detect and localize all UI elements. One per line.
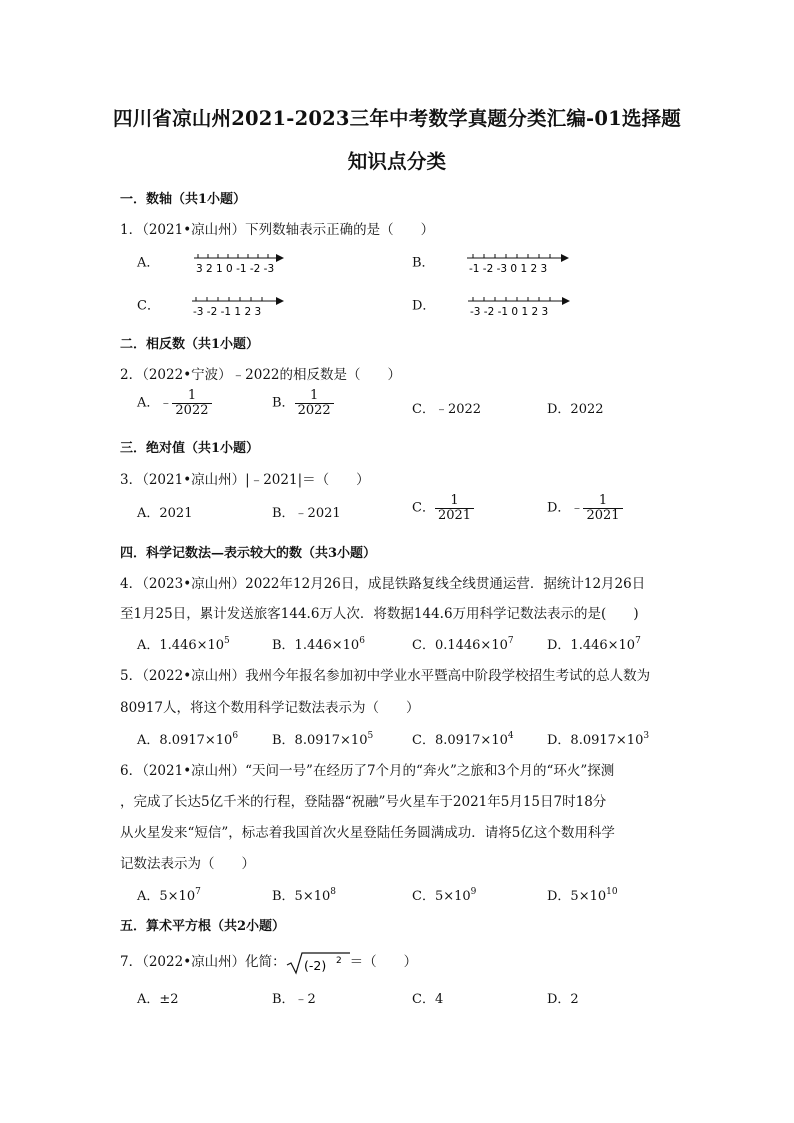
fraction: $\frac{1}{2021}$ (435, 494, 474, 522)
q6-option-a[interactable]: A．$5\times 10^7$ (137, 887, 201, 904)
section-heading-number-line: 一．数轴（共1小题） (120, 192, 247, 207)
fraction: $\frac{1}{2022}$ (172, 389, 211, 417)
q4-option-a[interactable]: A．$1.446\times 10^5$ (137, 636, 230, 653)
q5-option-d[interactable]: D．$8.0917\times 10^3$ (547, 731, 650, 748)
sqrt-radicand: (-2) (303, 957, 326, 973)
number-line-d-icon (440, 293, 570, 319)
question-3-stem: 3．（2021•凉山州）|﹣2021|＝（ ） (120, 472, 370, 488)
section-heading-scientific-notation: 四．科学记数法—表示较大的数（共3小题） (120, 546, 377, 561)
number-line-b-icon (439, 250, 569, 276)
question-2-stem: 2．（2022•宁波）﹣2022的相反数是（ ） (120, 367, 402, 383)
question-1-stem: 1．（2021•凉山州）下列数轴表示正确的是（ ） (120, 222, 435, 238)
section-heading-opposite-number: 二．相反数（共1小题） (120, 337, 260, 352)
number-line-a-labels: 3 2 1 0 -1 -2 -3 (195, 263, 274, 275)
q1-option-c[interactable]: C． -3 -2 -1 1 2 3 (137, 293, 284, 319)
document-title-line2: 知识点分类 (347, 150, 447, 173)
fraction: $\frac{1}{2022}$ (295, 389, 334, 417)
q2-option-c[interactable]: C．﹣2022 (412, 402, 482, 417)
q3-option-a[interactable]: A．2021 (137, 506, 193, 521)
sqrt-icon (286, 951, 350, 975)
q5-option-a[interactable]: A．$8.0917\times 10^6$ (137, 731, 239, 748)
q2-option-a[interactable]: A．﹣ $\frac{1}{2022}$ (137, 389, 212, 417)
q7-option-b[interactable]: B．﹣2 (272, 992, 316, 1007)
question-6-line3: 从火星发来“短信”，标志着我国首次火星登陆任务圆满成功．请将5亿这个数用科学 (120, 825, 615, 841)
number-line-c-icon (164, 293, 284, 319)
question-6-line1: 6．（2021•凉山州）“天问一号”在经历了7个月的“奔火”之旅和3个月的“环火”探测 (120, 763, 615, 779)
question-7-stem: 7．（2022•凉山州）化简： (-2) 2 ＝（ ） (120, 950, 417, 975)
q5-option-b[interactable]: B．$8.0917\times 10^5$ (272, 731, 374, 748)
q1-option-d[interactable]: D． -3 -2 -1 0 1 2 3 (412, 293, 570, 319)
q4-option-b[interactable]: B．$1.446\times 10^6$ (272, 636, 365, 653)
q7-option-d[interactable]: D．2 (547, 992, 579, 1007)
question-6-line2: ，完成了长达5亿千米的行程，登陆器“祝融”号火星车于2021年5月15日7时18分 (120, 794, 607, 810)
question-4-line2: 至1月25日，累计发送旅客144.6万人次．将数据144.6万用科学记数法表示的是( ) (120, 606, 639, 622)
q4-option-c[interactable]: C．$0.1446\times 10^7$ (412, 636, 514, 653)
q6-option-d[interactable]: D．$5\times 10^{10}$ (547, 887, 618, 904)
section-heading-absolute-value: 三．绝对值（共1小题） (120, 441, 260, 456)
question-4-line1: 4．（2023•凉山州）2022年12月26日，成昆铁路复线全线贯通运营．据统计12月26日 (120, 576, 646, 592)
q3-option-d[interactable]: D．﹣ $\frac{1}{2021}$ (547, 494, 623, 522)
q5-option-c[interactable]: C．$8.0917\times 10^4$ (412, 731, 514, 748)
section-heading-square-root: 五．算术平方根（共2小题） (120, 919, 286, 934)
q4-option-d[interactable]: D．$1.446\times 10^7$ (547, 636, 641, 653)
q3-option-b[interactable]: B．﹣2021 (272, 506, 341, 521)
q7-option-c[interactable]: C．4 (412, 992, 444, 1007)
document-title-line1: 四川省凉山州2021-2023三年中考数学真题分类汇编-01选择题 (113, 107, 681, 130)
q6-option-b[interactable]: B．$5\times 10^8$ (272, 887, 336, 904)
q1-option-b[interactable]: B． -1 -2 -3 0 1 2 3 (412, 250, 569, 276)
q7-option-a[interactable]: A．±2 (137, 992, 179, 1007)
number-line-c-labels: -3 -2 -1 1 2 3 (193, 306, 262, 318)
q3-option-c[interactable]: C． $\frac{1}{2021}$ (412, 494, 474, 522)
question-6-line4: 记数法表示为（ ） (120, 856, 255, 872)
fraction: $\frac{1}{2021}$ (583, 494, 622, 522)
q2-option-b[interactable]: B． $\frac{1}{2022}$ (272, 389, 334, 417)
sqrt-radicand-exponent: 2 (335, 955, 342, 966)
q6-option-c[interactable]: C．$5\times 10^9$ (412, 887, 477, 904)
number-line-a-icon (164, 250, 284, 276)
question-5-line2: 80917人，将这个数用科学记数法表示为（ ） (120, 700, 420, 716)
question-5-line1: 5．（2022•凉山州）我州今年报名参加初中学业水平暨高中阶段学校招生考试的总人数为 (120, 668, 651, 684)
q2-option-d[interactable]: D．2022 (547, 402, 604, 417)
q1-option-a[interactable]: A． 3 2 1 0 -1 -2 -3 (137, 250, 284, 276)
number-line-b-labels: -1 -2 -3 0 1 2 3 (468, 263, 547, 275)
number-line-d-labels: -3 -2 -1 0 1 2 3 (469, 306, 548, 318)
